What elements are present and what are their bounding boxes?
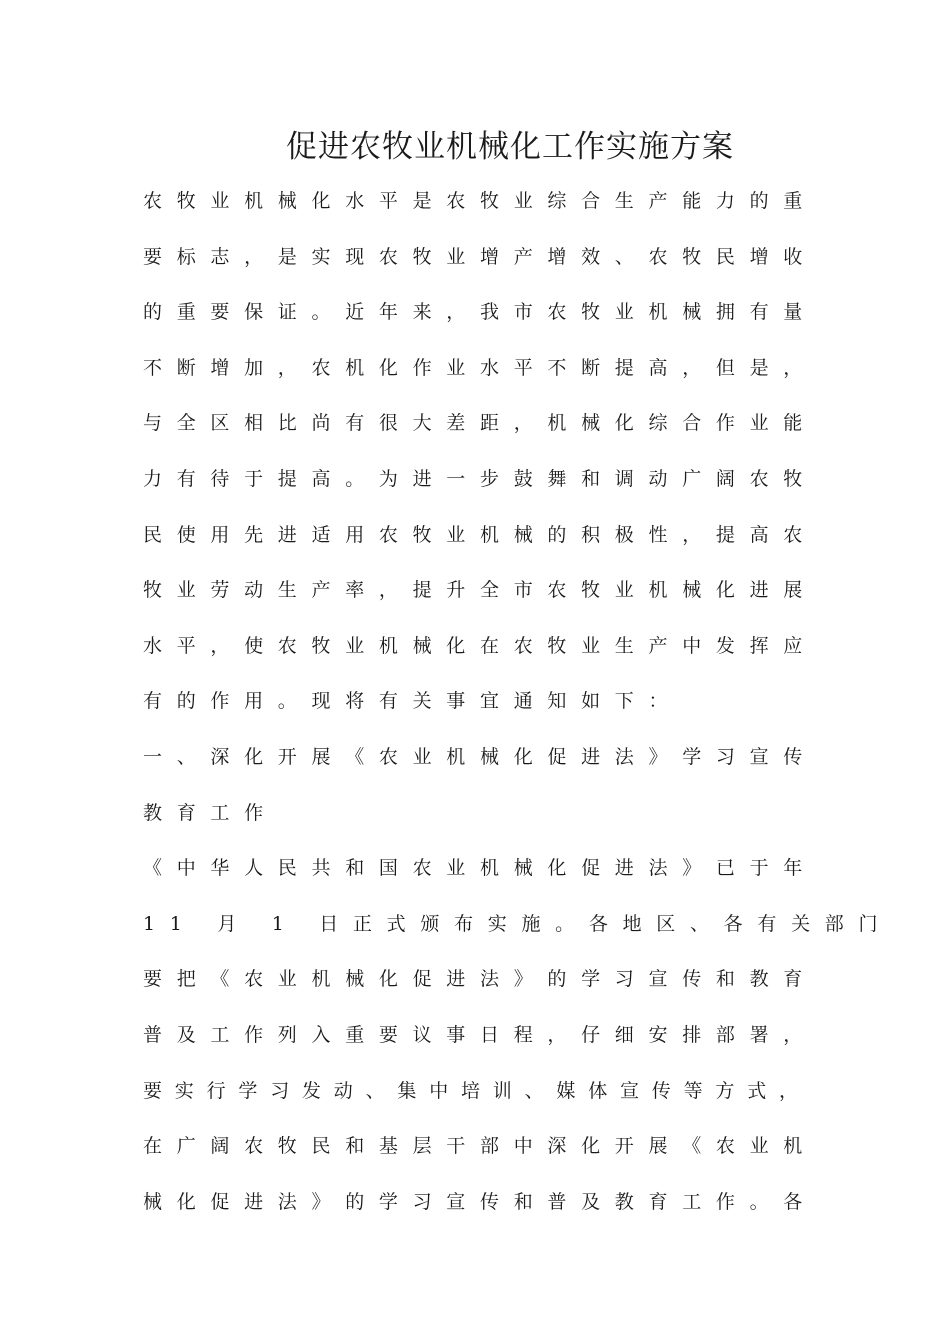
body-line: 在广阔农牧民和基层干部中深化开展《农业机 [143,1135,818,1158]
body-line: 有的作用。现将有关事宜通知如下： [143,690,683,713]
body-line: 普及工作列入重要议事日程，仔细安排部署， [143,1023,818,1046]
body-line: 力有待于提高。为进一步鼓舞和调动广阔农牧 [143,467,818,490]
body-line: 《中华人民共和国农业机械化促进法》已于年 [143,857,818,880]
body-line: 水平，使农牧业机械化在农牧业生产中发挥应 [143,634,818,657]
body-line: 的重要保证。近年来，我市农牧业机械拥有量 [143,301,818,324]
body-line: 牧业劳动生产率，提升全市农牧业机械化进展 [143,579,818,602]
body-line: 与全区相比尚有很大差距，机械化综合作业能 [143,412,818,435]
section-heading-line: 教育工作 [143,801,278,824]
body-line: 要把《农业机械化促进法》的学习宣传和教育 [143,968,818,991]
section-heading-line: 一、深化开展《农业机械化促进法》学习宣传 [143,745,818,768]
body-line: 不断增加，农机化作业水平不断提高，但是， [143,356,818,379]
document-body [143,186,893,1242]
body-line: 要实行学习发动、集中培训、媒体宣传等方式， [143,1079,811,1102]
body-line: 11 月 1 日正式颁布实施。各地区、各有关部门 [143,912,893,935]
body-line: 要标志，是实现农牧业增产增效、农牧民增收 [143,245,818,268]
body-line: 民使用先进适用农牧业机械的积极性，提高农 [143,523,818,546]
body-line: 械化促进法》的学习宣传和普及教育工作。各 [143,1190,818,1213]
body-line: 农牧业机械化水平是农牧业综合生产能力的重 [143,190,818,212]
document-title: 促进农牧业机械化工作实施方案 [286,129,734,165]
